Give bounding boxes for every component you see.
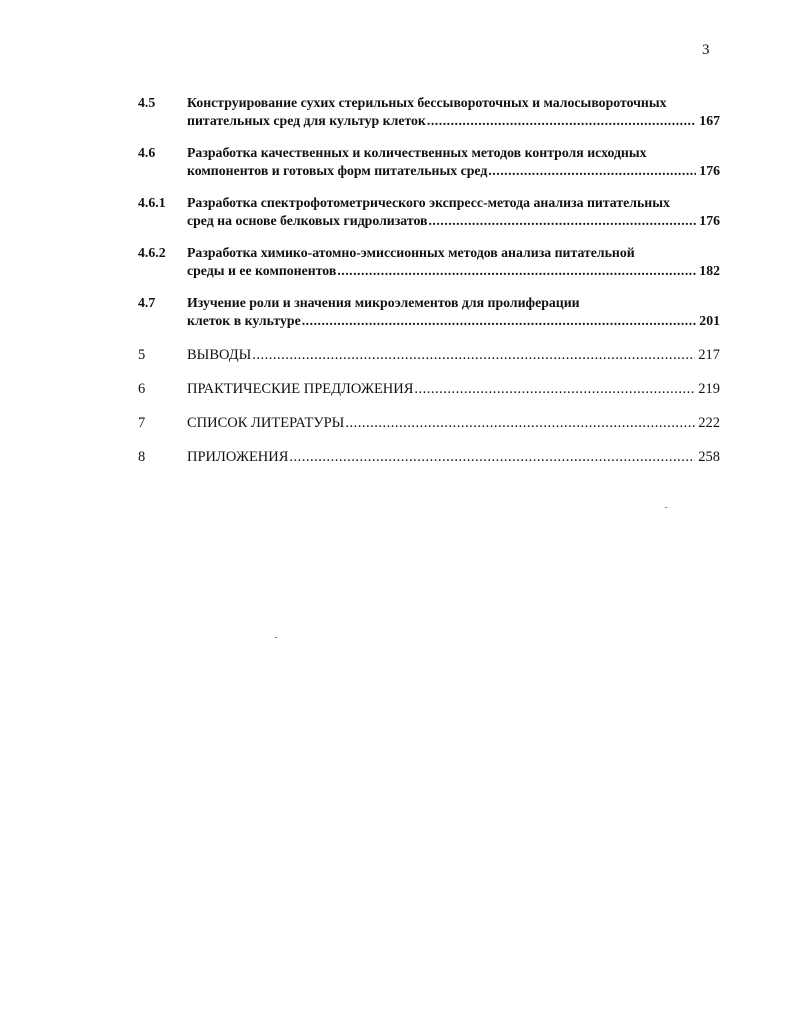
- toc-dot-leader: [488, 162, 696, 180]
- toc-entry-title-continued: среды и ее компонентов: [187, 263, 337, 278]
- toc-entry-title: Разработка спектрофотометрического экспресс-метода анализа питательных: [187, 195, 670, 210]
- toc-entry-page: 167: [699, 113, 720, 128]
- toc-entry-title-continued: клеток в культуре: [187, 313, 301, 328]
- toc-entry-number: 4.6.2: [138, 245, 166, 260]
- toc-entry-page: 258: [698, 449, 720, 465]
- toc-entry-title: Разработка качественных и количественных методов контроля исходных: [187, 145, 647, 160]
- toc-entry-number: 5: [138, 347, 146, 363]
- toc-entry-number: 6: [138, 381, 146, 397]
- toc-dot-leader: [252, 346, 695, 364]
- toc-entry-page: 222: [698, 415, 720, 431]
- toc-entry-title: ВЫВОДЫ: [187, 347, 252, 363]
- toc-entry-number: 4.6.1: [138, 195, 166, 210]
- toc-entry-5: [138, 346, 720, 364]
- toc-dot-leader: [414, 380, 695, 398]
- toc-entry-number: 7: [138, 415, 146, 431]
- toc-entry-title-continued: компонентов и готовых форм питательных сред: [187, 163, 488, 178]
- toc-dot-leader: [289, 448, 695, 466]
- toc-entry-page: 176: [699, 163, 720, 178]
- toc-entry-number: 4.5: [138, 95, 156, 110]
- toc-entry-page: 219: [698, 381, 720, 397]
- table-of-contents: [138, 94, 720, 466]
- toc-entry-title: ПРАКТИЧЕСКИЕ ПРЕДЛОЖЕНИЯ: [187, 381, 414, 397]
- toc-entry-page: 217: [698, 347, 720, 363]
- toc-entry-4-7: [138, 294, 720, 330]
- toc-dot-leader: [427, 112, 696, 130]
- toc-entry-4-6-1: [138, 194, 720, 230]
- toc-entry-title: ПРИЛОЖЕНИЯ: [187, 449, 289, 465]
- toc-entry-number: 4.6: [138, 145, 156, 160]
- toc-entry-title: Разработка химико-атомно-эмиссионных методов анализа питательной: [187, 245, 635, 260]
- toc-entry-page: 176: [699, 213, 720, 228]
- toc-dot-leader: [337, 262, 696, 280]
- page-number: 3: [702, 42, 710, 58]
- toc-entry-title: СПИСОК ЛИТЕРАТУРЫ: [187, 415, 345, 431]
- toc-entry-title: Конструирование сухих стерильных бессывороточных и малосывороточных: [187, 95, 667, 110]
- toc-entry-number: 4.7: [138, 295, 156, 310]
- toc-entry-number: 8: [138, 449, 146, 465]
- toc-entry-4-5: [138, 94, 720, 130]
- toc-entry-8: [138, 448, 720, 466]
- toc-entry-6: [138, 380, 720, 398]
- scan-speck: [275, 637, 277, 638]
- toc-entry-4-6: [138, 144, 720, 180]
- toc-entry-title-continued: сред на основе белковых гидролизатов: [187, 213, 428, 228]
- scan-speck: [665, 507, 667, 508]
- toc-entry-title-continued: питательных сред для культур клеток: [187, 113, 426, 128]
- toc-entry-title: Изучение роли и значения микроэлементов для пролиферации: [187, 295, 580, 310]
- toc-dot-leader: [345, 414, 695, 432]
- toc-entry-page: 201: [699, 313, 720, 328]
- toc-dot-leader: [428, 212, 696, 230]
- toc-dot-leader: [302, 312, 697, 330]
- toc-entry-page: 182: [699, 263, 720, 278]
- toc-entry-4-6-2: [138, 244, 720, 280]
- toc-entry-7: [138, 414, 720, 432]
